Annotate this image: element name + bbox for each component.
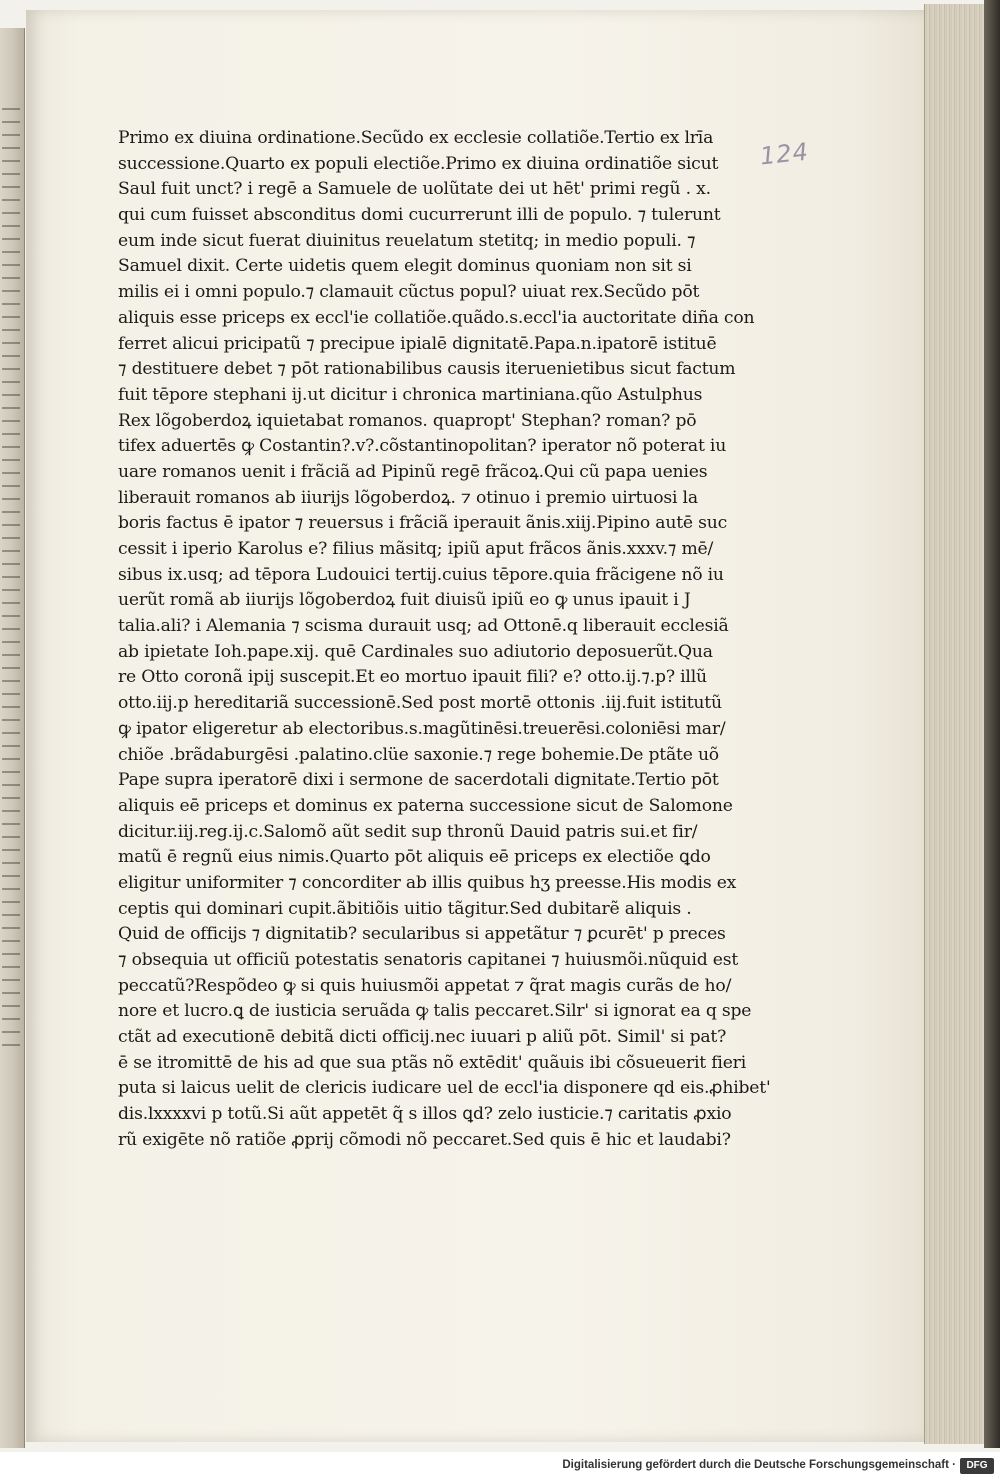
text-line: tifex aduertēs ꝙ Costantin?.v?.cõstantinopolitan? iperator nõ poterat iu [118, 436, 727, 457]
dfg-logo: DFG [960, 1458, 994, 1474]
text-line: Rex lõgoberdoꝝ iquietabat romanos. quapropt' Stephan? roman? pō [118, 410, 697, 431]
text-line: eligitur uniformiter ⁊ concorditer ab illis quibus hʒ preesse.His modis ex [118, 872, 737, 893]
text-line: boris factus ē ipator ⁊ reuersus i frãciã iperauit ãnis.xiij.Pipino autē suc [118, 513, 728, 534]
folio-number: 124 [758, 137, 811, 171]
footer-bar [0, 1452, 1000, 1482]
text-column [118, 126, 778, 1154]
book-edge-shadow [984, 0, 1000, 1448]
text-line: re Otto coronã ipij suscepit.Et eo mortuo ipauit fili? e? otto.ij.⁊.p? illũ [118, 667, 707, 688]
text-line: ⁊ obsequia ut officiũ potestatis senatoris capitanei ⁊ huiusmõi.nũquid est [118, 950, 739, 970]
text-line: aliquis eē priceps et dominus ex paterna successione sicut de Salomone [118, 795, 733, 816]
text-line: uare romanos uenit i frãciã ad Pipinũ regē frãcoꝝ.Qui cũ papa uenies [118, 461, 708, 482]
text-line: dis.lxxxxvi p totũ.Si aũt appetēt q̃ s illos ꝗd? zelo iusticie.⁊ caritatis ꝓxio [118, 1104, 732, 1125]
text-line: Saul fuit unct? i regē a Samuele de uolũtate dei ut hēt' primi regũ . x. [118, 179, 711, 200]
text-line: nore et lucro.ꝗ de iusticia seruãda ꝙ talis peccaret.Silr' si ignorat ea q spe [118, 1001, 752, 1022]
text-line: aliquis esse priceps ex eccl'ie collatiõe.quãdo.s.eccl'ia auctoritate diña con [118, 307, 755, 328]
text-line: ⁊ destituere debet ⁊ pōt rationabilibus causis iteruenietibus sicut factum [118, 359, 736, 380]
text-line: liberauit romanos ab iiurijs lõgoberdoꝝ. ⁊ otinuo i premio uirtuosi la [118, 487, 698, 508]
text-line: Pape supra iperatorē dixi i sermone de sacerdotali dignitate.Tertio pōt [118, 770, 719, 791]
text-line: Samuel dixit. Certe uidetis quem elegit dominus quoniam non sit si [118, 256, 692, 277]
text-line: eum inde sicut fuerat diuinitus reuelatum stetitq; in medio populi. ⁊ [118, 230, 696, 251]
text-line: matũ ē regnũ eius nimis.Quarto pōt aliquis eē priceps ex electiõe ꝗdo [118, 847, 711, 868]
text-line: successione.Quarto ex populi electiõe.Primo ex diuina ordinatiõe sicut [118, 153, 719, 174]
text-line: sibus ix.usq; ad tēpora Ludouici tertij.cuius tēpore.quia frãcigene nõ iu [118, 564, 724, 585]
text-line: talia.ali? i Alemania ⁊ scisma durauit usq; ad Ottonē.q liberauit ecclesiã [118, 616, 729, 637]
text-line: qui cum fuisset absconditus domi cucurrerunt illi de populo. ⁊ tulerunt [118, 205, 721, 226]
text-line: fuit tēpore stephani ij.ut dicitur i chronica martiniana.qũo Astulphus [118, 384, 703, 405]
text-line: puta si laicus uelit de clericis iudicare uel de eccl'ia disponere qd eis.ꝓhibet' [118, 1078, 771, 1099]
text-line: ꝙ ipator eligeretur ab electoribus.s.magũtinēsi.treuerēsi.coloniēsi mar/ [118, 718, 726, 739]
text-line: ceptis qui dominari cupit.ãbitiõis uitio tãgitur.Sed dubitarẽ aliquis . [118, 898, 692, 919]
text-line: Quid de officijs ⁊ dignitatib? secularibus si appetãtur ⁊ ꝑcurēt' p preces [118, 924, 726, 945]
text-line: peccatũ?Respõdeo ꝙ si quis huiusmõi appetat ⁊ q̃rat magis curãs de ho/ [118, 975, 732, 996]
footer-credit: Digitalisierung gefördert durch die Deutsche Forschungsgemeinschaft · [562, 1459, 956, 1471]
text-line: milis ei i omni populo.⁊ clamauit cũctus popul? uiuat rex.Secũdo pōt [118, 282, 700, 303]
text-line: ē se itromittē de his ad que sua ptãs nõ extēdit' quãuis ibi cõsueuerit fieri [118, 1052, 746, 1073]
text-line: dicitur.iij.reg.ij.c.Salomõ aũt sedit sup thronũ Dauid patris sui.et fir/ [118, 821, 698, 842]
text-line: ab ipietate Ioh.pape.xij. quē Cardinales suo adiutorio deposuerũt.Qua [118, 641, 713, 662]
text-line: otto.iij.p hereditariã successionē.Sed post mortē ottonis .iij.fuit istitutũ [118, 693, 722, 714]
text-line: ferret alicui pricipatũ ⁊ precipue ipialē dignitatē.Papa.n.ipatorē istituē [118, 333, 717, 354]
text-line: rũ exigēte nõ ratiõe ꝓprij cõmodi nõ peccaret.Sed quis ē hic et laudabi? [118, 1129, 731, 1150]
text-line: Primo ex diuina ordinatione.Secũdo ex ecclesie collatiõe.Tertio ex lrīa [118, 128, 714, 148]
book-fore-edge [924, 4, 985, 1444]
text-line: uerũt romã ab iiurijs lõgoberdoꝝ fuit diuisũ ipiũ eo ꝙ unus ipauit i J [118, 590, 691, 611]
previous-page-edge [0, 28, 25, 1448]
text-line: cessit i iperio Karolus e? filius mãsitq; ipiũ aput frãcos ãnis.xxxv.⁊ mē/ [118, 539, 714, 559]
previous-page-text-edge [2, 108, 20, 1048]
text-line: ctãt ad executionē debitã dicti officij.nec iuuari p aliũ pōt. Simil' si pat? [118, 1027, 727, 1048]
text-line: chiõe .brãdaburgēsi .palatino.clüe saxonie.⁊ rege bohemie.De ptãte uõ [118, 744, 719, 765]
